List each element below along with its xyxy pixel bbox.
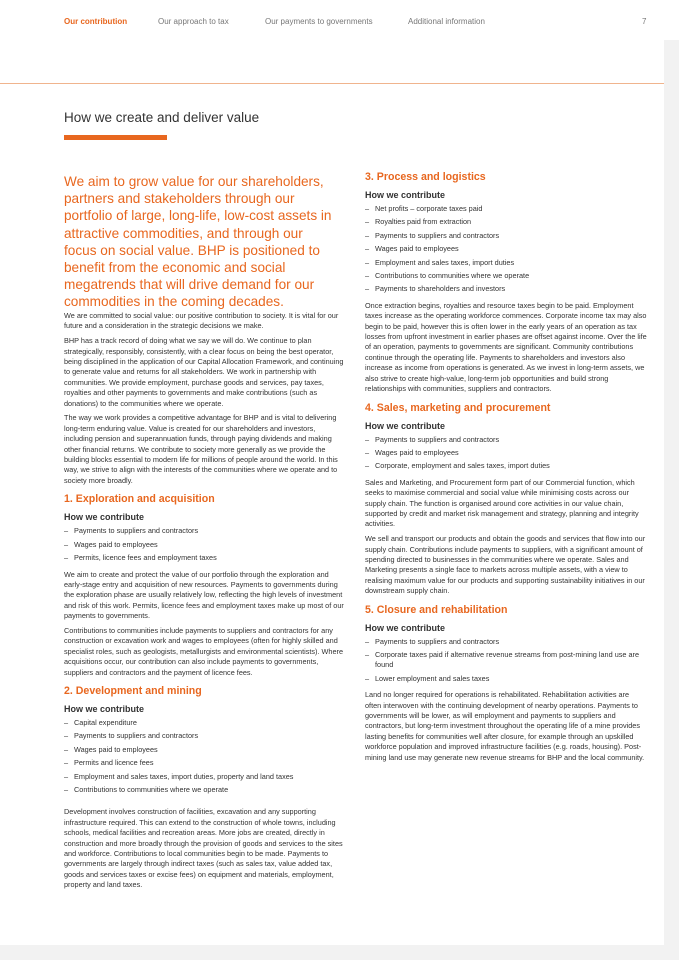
list-item: – Employment and sales taxes, import duties (365, 258, 647, 268)
list-item: – Royalties paid from extraction (365, 217, 647, 227)
list-item: – Wages paid to employees (64, 540, 346, 550)
header-divider (0, 83, 664, 84)
paragraph: We are committed to social value: our positive contribution to society. It is vital for our future and a consideration in the strategic decisions we make. (64, 311, 339, 331)
nav-additional-information[interactable]: Additional information (408, 17, 485, 26)
intro-statement: We aim to grow value for our shareholders, partners and stakeholders through our portfolio of large, long-life, low-cost assets in attractive commodities, and through our focus on social value. BHP is positioned to benefit from the economic and social megatrends that will drive demand for our commodities in the coming decades. (64, 174, 332, 310)
right-column (365, 171, 647, 767)
section-closure (365, 604, 647, 763)
subheading: How we contribute (64, 703, 145, 714)
paragraph: We sell and transport our products and obtain the goods and services that flow into our supply chain. Contributions include payments to suppliers, with a significant amount of spending directed to businesses in the communities where we operate. Sales and Marketing presents a single face to markets across multiple assets, with a view to realising maximum value for our products and supporting sustainability initiatives in our downstream supply chain. (365, 534, 646, 596)
section-sales (365, 402, 647, 597)
list-item: – Corporate, employment and sales taxes, import duties (365, 461, 647, 471)
section-heading: 5. Closure and rehabilitation (365, 603, 508, 616)
paragraph: The way we work provides a competitive advantage for BHP and is vital to delivering long-term enduring value. Value is created for our shareholders and investors, including pension and superannuation funds, through paying dividends and making other financial returns. We contribute to society more generally as we provide the building blocks essential to modern life for millions of people around the world. In this way, we strive to align with the interests of the communities where we operate and to society more broadly. (64, 413, 338, 485)
subheading: How we contribute (64, 512, 145, 523)
list-item: – Wages paid to employees (365, 448, 647, 458)
contribution-list (64, 718, 346, 795)
contribution-list (365, 435, 647, 472)
list-item: – Lower employment and sales taxes (365, 674, 647, 684)
section-process (365, 171, 647, 395)
section-exploration (64, 493, 346, 678)
section-heading: 2. Development and mining (64, 684, 202, 697)
paragraph: Sales and Marketing, and Procurement form part of our Commercial function, which seeks to maximise commercial and social value while minimising costs across our supply chain. The function is organised around core activities in our value chain, supported by credit and market risk management and strategy, planning and integrity activities. (365, 477, 639, 529)
list-item: – Payments to suppliers and contractors (365, 637, 647, 647)
list-item: – Net profits – corporate taxes paid (365, 204, 647, 214)
list-item: – Payments to suppliers and contractors (365, 231, 647, 241)
list-item: – Payments to suppliers and contractors (64, 526, 346, 536)
list-item: – Wages paid to employees (365, 244, 647, 254)
paragraph: Development involves construction of facilities, excavation and any supporting infrastructure required. This can extend to the construction of whole towns, including schools, medical facilities and recreation areas. More jobs are created, directly in construction and more broadly through the provision of goods and services to the sites and workforce. Contributions to local communities begin to be made. Payments to governments are largely through indirect taxes (such as sales tax, value added tax, goods and services taxes or excise fees) on equipment and materials, employment, property and land taxes. (64, 807, 343, 890)
subheading: How we contribute (365, 622, 446, 633)
section-development (64, 685, 346, 891)
list-item: – Payments to suppliers and contractors (64, 731, 346, 741)
paragraph: Once extraction begins, royalties and resource taxes begin to be paid. Employment taxes increase as the operating workforce commences. Corporate income tax may also begin to be paid, however this is often lower in the early years of an operation as tax losses from upfront investment in earlier phases are offset against income. Over the life of an operation, payments to governments are significant. Community contributions continue through the operating life. Payments to shareholders and investors also increase as income from operations is generated. As we invest in long-term assets, we also strive to create high-value, long-term job opportunities and build strong relationships with communities, suppliers and contractors. (365, 300, 647, 394)
section-heading: 3. Process and logistics (365, 171, 486, 183)
section-heading: 4. Sales, marketing and procurement (365, 401, 551, 414)
list-item: – Corporate taxes paid if alternative revenue streams from post-mining land use are found (365, 650, 647, 671)
subheading: How we contribute (365, 190, 446, 200)
left-column (64, 311, 346, 895)
list-item: – Payments to suppliers and contractors (365, 435, 647, 445)
list-item: – Employment and sales taxes, import duties, property and land taxes (64, 772, 346, 782)
nav-our-approach-to-tax[interactable]: Our approach to tax (158, 17, 229, 26)
list-item: – Contributions to communities where we operate (64, 785, 346, 795)
page (0, 40, 664, 945)
contribution-list (365, 637, 647, 685)
list-item: – Capital expenditure (64, 718, 346, 728)
list-item: – Payments to shareholders and investors (365, 284, 647, 294)
paragraph: Contributions to communities include payments to suppliers and contractors for any construction or excavation work and wages to employees (often for highly skilled and specialist roles, such as geologists, metallurgists and environmental scientists). Where acquisitions occur, our contribution can also include payments to governments, suppliers and contractors and the payment of licence fees. (64, 625, 344, 677)
paragraph: We aim to create and protect the value of our portfolio through the exploration and early-stage entry and acquisition of new resources. Payments to governments during the exploration phase are usually relatively low, reflecting the high levels of investment and risk of this work. Permits, licence fees and employment taxes make up most of our payments to governments. (64, 569, 344, 621)
contribution-list (64, 526, 346, 563)
page-number: 7 (642, 17, 647, 26)
paragraph: Land no longer required for operations is rehabilitated. Rehabilitation activities are often interwoven with the continuing development of nearby operations. Payments to governments will be lower, as will employment and payments to suppliers and contractors, but long-term investment throughout the operating life of a mine provides lasting benefits for communities well after closure, for example through an upskilled workforce population and improved infrastructure facilities (e.g. roads, housing). Post-mining land use may generate new revenue streams for BHP and the local community. (365, 690, 645, 762)
list-item: – Permits, licence fees and employment taxes (64, 553, 346, 563)
paragraph: BHP has a track record of doing what we say we will do. We continue to plan strategically, responsibly, consistently, with a clear focus on being the best operator, being disciplined in the application of our Capital Allocation Framework, and continuing to generate value and returns for all stakeholders. We work in partnership with communities. We provide employment, purchase goods and services, pay taxes, royalties and other payments to governments and make contributions (such as donations) to the communities where we operate. (64, 336, 344, 408)
contribution-list (365, 204, 647, 295)
list-item: – Contributions to communities where we operate (365, 271, 647, 281)
list-item: – Permits and licence fees (64, 758, 346, 768)
subheading: How we contribute (365, 420, 446, 431)
list-item: – Wages paid to employees (64, 745, 346, 755)
nav-our-payments-to-governments[interactable]: Our payments to governments (265, 17, 373, 26)
nav-our-contribution[interactable]: Our contribution (64, 17, 128, 26)
section-heading: 1. Exploration and acquisition (64, 493, 215, 506)
top-navigation (0, 0, 679, 40)
page-title: How we create and deliver value (64, 110, 260, 125)
title-accent-bar (64, 135, 167, 140)
